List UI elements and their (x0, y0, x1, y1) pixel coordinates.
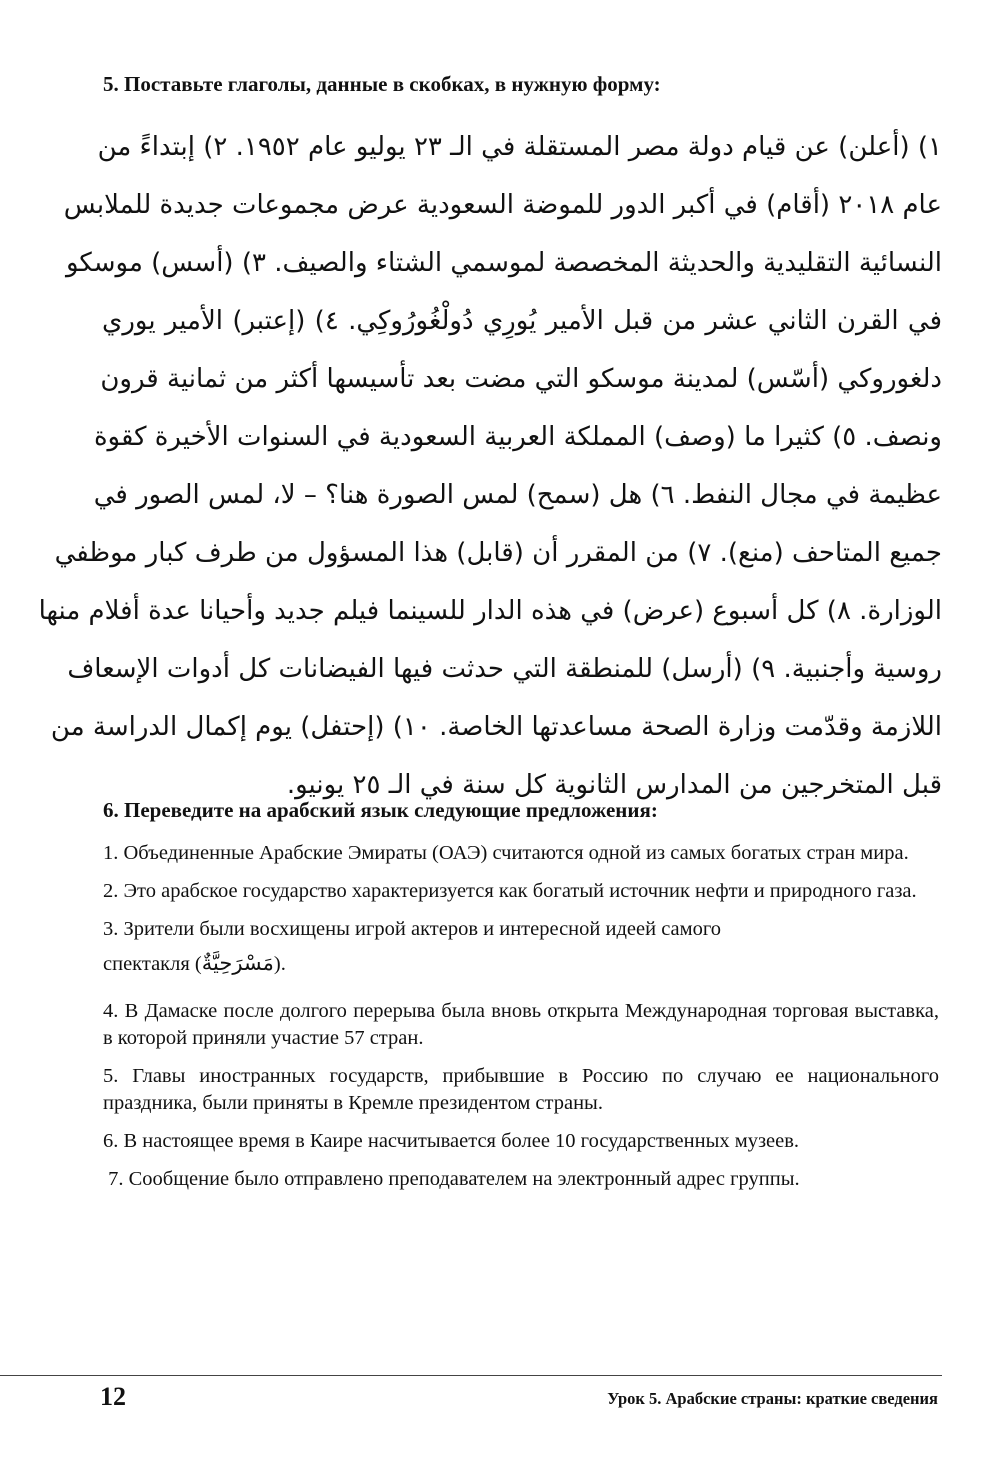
sentence-3-suffix: ). (273, 953, 286, 975)
arabic-line: اللازمة وقدّمت وزارة الصحة مساعدتها الخاصة. ١٠) (إحتفل) يوم إكمال الدراسة من (50, 712, 942, 742)
arabic-line: جميع المتاحف (منع). ٧) من المقرر أن (قابل) هذا المسؤول من طرف كبار موظفي (54, 538, 942, 568)
arabic-line: الوزارة. ٨) كل أسبوع (عرض) في هذه الدار للسينما فيلم جديد وأحيانا عدة أفلام منها (38, 596, 942, 626)
sentence-2: 2. Это арабское государство характеризуется как богатый источник нефти и природного газа. (103, 880, 917, 902)
sentence-3-line-1: 3. Зрители были восхищены игрой актеров и интересной идеей самого (103, 918, 722, 940)
arabic-line: عظيمة في مجال النفط. ٦) هل (سمح) لمس الصورة هنا؟ – لا، لمس الصور في (93, 480, 942, 510)
sentence-1: 1. Объединенные Арабские Эмираты (ОАЭ) считаются одной из самых богатых стран мира. (103, 842, 909, 864)
page-number: 12 (100, 1382, 126, 1411)
arabic-line: في القرن الثاني عشر من قبل الأمير يُورِي دُولْغُورُوكِي. ٤) (إعتبر) الأمير يوري (102, 306, 942, 336)
sentence-6: 6. В настоящее время в Каире насчитывается более 10 государственных музеев. (103, 1130, 800, 1152)
arabic-line: قبل المتخرجين من المدارس الثانوية كل سنة في الـ ٢٥ يونيو. (286, 770, 942, 800)
exercise-6-heading: 6. Переведите на арабский язык следующие предложения: (103, 798, 658, 822)
arabic-line: ١) (أعلن) عن قيام دولة مصر المستقلة في الـ ٢٣ يوليو عام ١٩٥٢. ٢) إبتداءً من (97, 132, 942, 162)
arabic-line: دلغوروكي (أسّس) لمدينة موسكو التي مضت بعد تأسيسها أكثر من ثمانية قرون (100, 364, 942, 394)
sentence-7: 7. Сообщение было отправлено преподавателем на электронный адрес группы. (103, 1168, 800, 1190)
arabic-word-masrahiyya: مَسْرَحِيَّةٌ (201, 951, 274, 975)
sentence-3-prefix: спектакля ( (103, 953, 202, 975)
arabic-line: روسية وأجنبية. ٩) (أرسل) للمنطقة التي حدثت فيها الفيضانات كل أدوات الإسعاف (67, 654, 942, 684)
arabic-line: ونصف. ٥) كثيرا ما (وصف) المملكة العربية السعودية في السنوات الأخيرة كقوة (93, 422, 942, 452)
arabic-line: النسائية التقليدية والحديثة المخصصة لموسمي الشتاء والصيف. ٣) (أسس) موسكو (65, 248, 942, 278)
sentence-3-line-2 (103, 943, 939, 984)
exercise-5-arabic-text (38, 118, 942, 814)
sentence-3 (103, 916, 939, 984)
sentence-5: 5. Главы иностранных государств, прибывшие в Россию по случаю ее национального праздника, были приняты в Кремле президентом страны. (103, 1065, 939, 1114)
running-title: Урок 5. Арабские страны: краткие сведения (607, 1389, 938, 1408)
exercise-6-sentence-list (103, 840, 939, 1204)
exercise-5-heading: 5. Поставьте глаголы, данные в скобках, в нужную форму: (103, 72, 661, 96)
sentence-4: 4. В Дамаске после долгого перерыва была вновь открыта Международная торговая выставка, в которой приняли участие 57 стран. (103, 1000, 939, 1049)
footer-divider (0, 1375, 942, 1376)
arabic-line: عام ٢٠١٨ (أقام) في أكبر الدور للموضة السعودية عرض مجموعات جديدة للملابس (63, 190, 942, 220)
